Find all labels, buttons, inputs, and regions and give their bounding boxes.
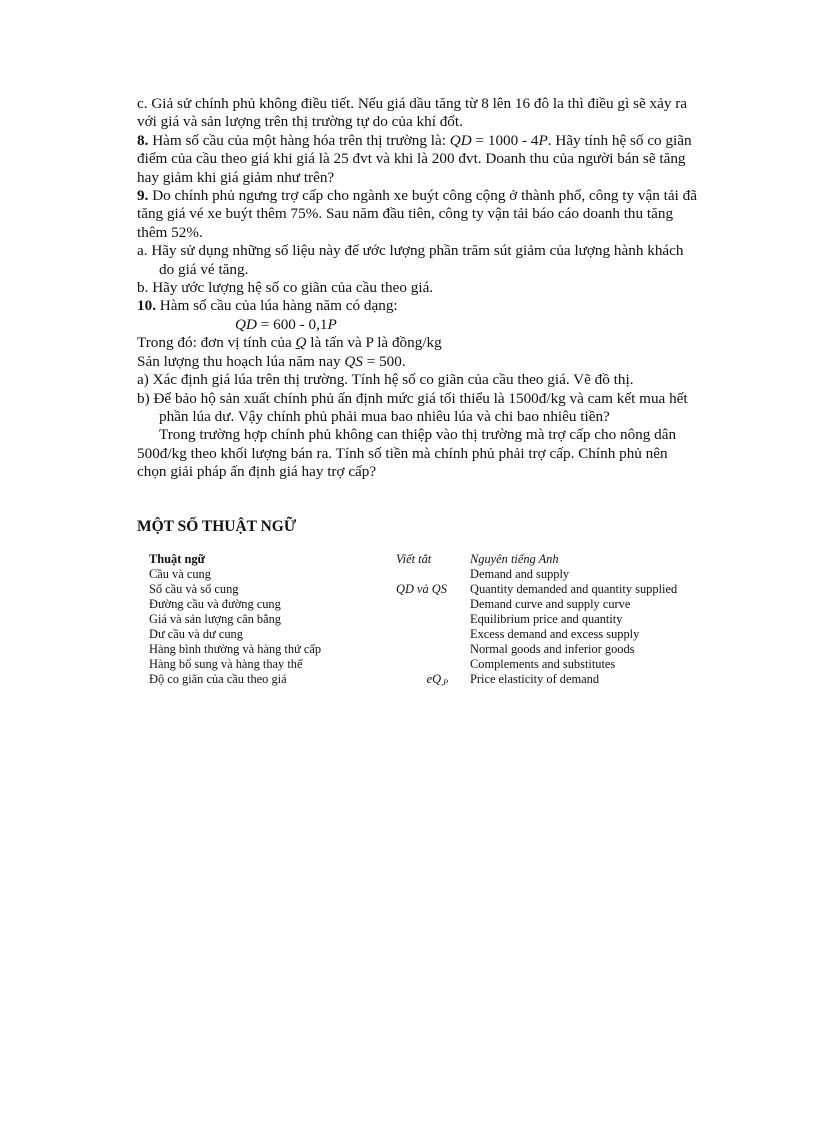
table-row (149, 657, 730, 672)
q10-supply (137, 353, 697, 371)
abbr-cell (396, 627, 470, 642)
english-cell: Complements and substitutes (470, 657, 616, 671)
glossary-title: MỘT SỐ THUẬT NGỮ (137, 518, 297, 535)
english-cell: Demand curve and supply curve (470, 597, 631, 611)
q10-item-a: a) Xác định giá lúa trên thị trường. Tính hệ số co giãn của cầu theo giá. Vẽ đồ thị. (137, 371, 634, 389)
q8-formula-p: P (538, 131, 548, 149)
header-english: Nguyên tiếng Anh (470, 552, 559, 566)
table-row (149, 612, 730, 627)
q8-text-b: = 1000 - 4 (471, 131, 539, 149)
abbr-cell (396, 612, 470, 627)
q10-item-b: b) Để bảo hộ sản xuất chính phủ ấn định mức giá tối thiểu là 1500đ/kg và cam kết mua hết phần lúa dư. Vậy chính phủ phải mua bao nhiêu lúa và chi bao nhiêu tiền? (137, 389, 688, 425)
question-number: 9. (137, 187, 149, 205)
q10-item-c: Trong trường hợp chính phủ không can thiệp vào thị trường mà trợ cấp cho nông dân 500đ/kg theo khối lượng bán ra. Tính số tiền mà chính phủ phải trợ cấp. Chính phủ nên chọn giải pháp ấn định giá hay trợ cấp? (137, 426, 677, 481)
term-cell: Hàng bình thường và hàng thứ cấp (149, 642, 322, 656)
header-term: Thuật ngữ (149, 552, 205, 566)
formula-rhs: = 600 - 0,1 (256, 315, 328, 333)
table-row (149, 627, 730, 642)
abbr-cell (396, 567, 470, 582)
term-cell: Độ co giãn của cầu theo giá (149, 672, 287, 686)
q9-item-b: b. Hãy ước lượng hệ số co giãn của cầu theo giá. (137, 279, 434, 297)
q10-units (137, 334, 697, 352)
paragraph-part-c: c. Giả sử chính phủ không điều tiết. Nếu giá dầu tăng từ 8 lên 16 đô la thì điều gì sẽ xảy ra với giá và sản lượng trên thị trường tự do của khí đốt. (137, 95, 688, 131)
term-cell: Dư cầu và dư cung (149, 627, 243, 641)
glossary-table (149, 552, 730, 690)
term-cell: Hàng bổ sung và hàng thay thế (149, 657, 303, 671)
question-9 (137, 187, 697, 242)
abbr-cell: QD và QS (396, 582, 447, 596)
supply-text-b: = 500. (362, 352, 406, 370)
english-cell: Demand and supply (470, 567, 570, 581)
units-text-a: Trong đó: đơn vị tính của (137, 334, 296, 352)
document-body (137, 95, 697, 482)
english-cell: Price elasticity of demand (470, 672, 600, 686)
english-cell: Excess demand and excess supply (470, 627, 640, 641)
formula-qd: QD (235, 315, 257, 333)
abbr-subscript: ,P (441, 678, 448, 687)
q8-text-c: . Hãy tính hệ số co giãn điểm của cầu theo giá khi giá là 25 đvt và khi là 200 đvt. Doanh thu của người bán sẽ tăng hay giảm khi giá giảm như trên? (137, 131, 692, 186)
units-q: Q (295, 334, 307, 352)
units-text-b: là tấn và P là đồng/kg (306, 334, 442, 352)
abbr-cell (396, 597, 470, 612)
english-cell: Normal goods and inferior goods (470, 642, 635, 656)
abbr-cell (396, 657, 470, 672)
q8-text-a: Hàm số cầu của một hàng hóa trên thị trường là: (148, 131, 450, 149)
q8-formula-qd: QD (449, 131, 472, 149)
header-abbr: Viết tắt (396, 552, 432, 566)
table-row (149, 672, 730, 690)
term-cell: Cầu và cung (149, 567, 211, 581)
abbr-cell (396, 642, 470, 657)
table-row (149, 642, 730, 657)
english-cell: Equilibrium price and quantity (470, 612, 623, 626)
term-cell: Đường cầu và đường cung (149, 597, 281, 611)
q9-item-a: a. Hãy sử dụng những số liệu này để ước lượng phần trăm sút giảm của lượng hành khách do giá vé tăng. (137, 242, 684, 278)
table-row (149, 582, 730, 597)
q10-formula (137, 316, 697, 334)
q9-text: Do chính phủ ngưng trợ cấp cho ngành xe buýt công cộng ở thành phố, công ty vận tải đã tăng giá vé xe buýt thêm 75%. Sau năm đầu tiên, công ty vận tải báo cáo doanh thu tăng thêm 52%. (137, 187, 697, 241)
formula-p: P (327, 315, 337, 333)
glossary-header-row (149, 552, 730, 567)
question-number: 8. (137, 131, 149, 149)
term-cell: Giá và sản lượng cân bằng (149, 612, 281, 626)
term-cell: Số cầu và số cung (149, 582, 239, 596)
abbr-cell (396, 672, 470, 690)
question-8 (137, 132, 697, 187)
supply-text-a: Sản lượng thu hoạch lúa năm nay (137, 352, 345, 370)
abbr-main: eQ (426, 672, 442, 686)
q10-text: Hàm số cầu của lúa hàng năm có dạng: (155, 297, 398, 315)
question-10 (137, 297, 697, 315)
question-number: 10. (137, 297, 156, 315)
supply-qs: QS (344, 352, 363, 370)
table-row (149, 597, 730, 612)
table-row (149, 567, 730, 582)
english-cell: Quantity demanded and quantity supplied (470, 582, 678, 596)
